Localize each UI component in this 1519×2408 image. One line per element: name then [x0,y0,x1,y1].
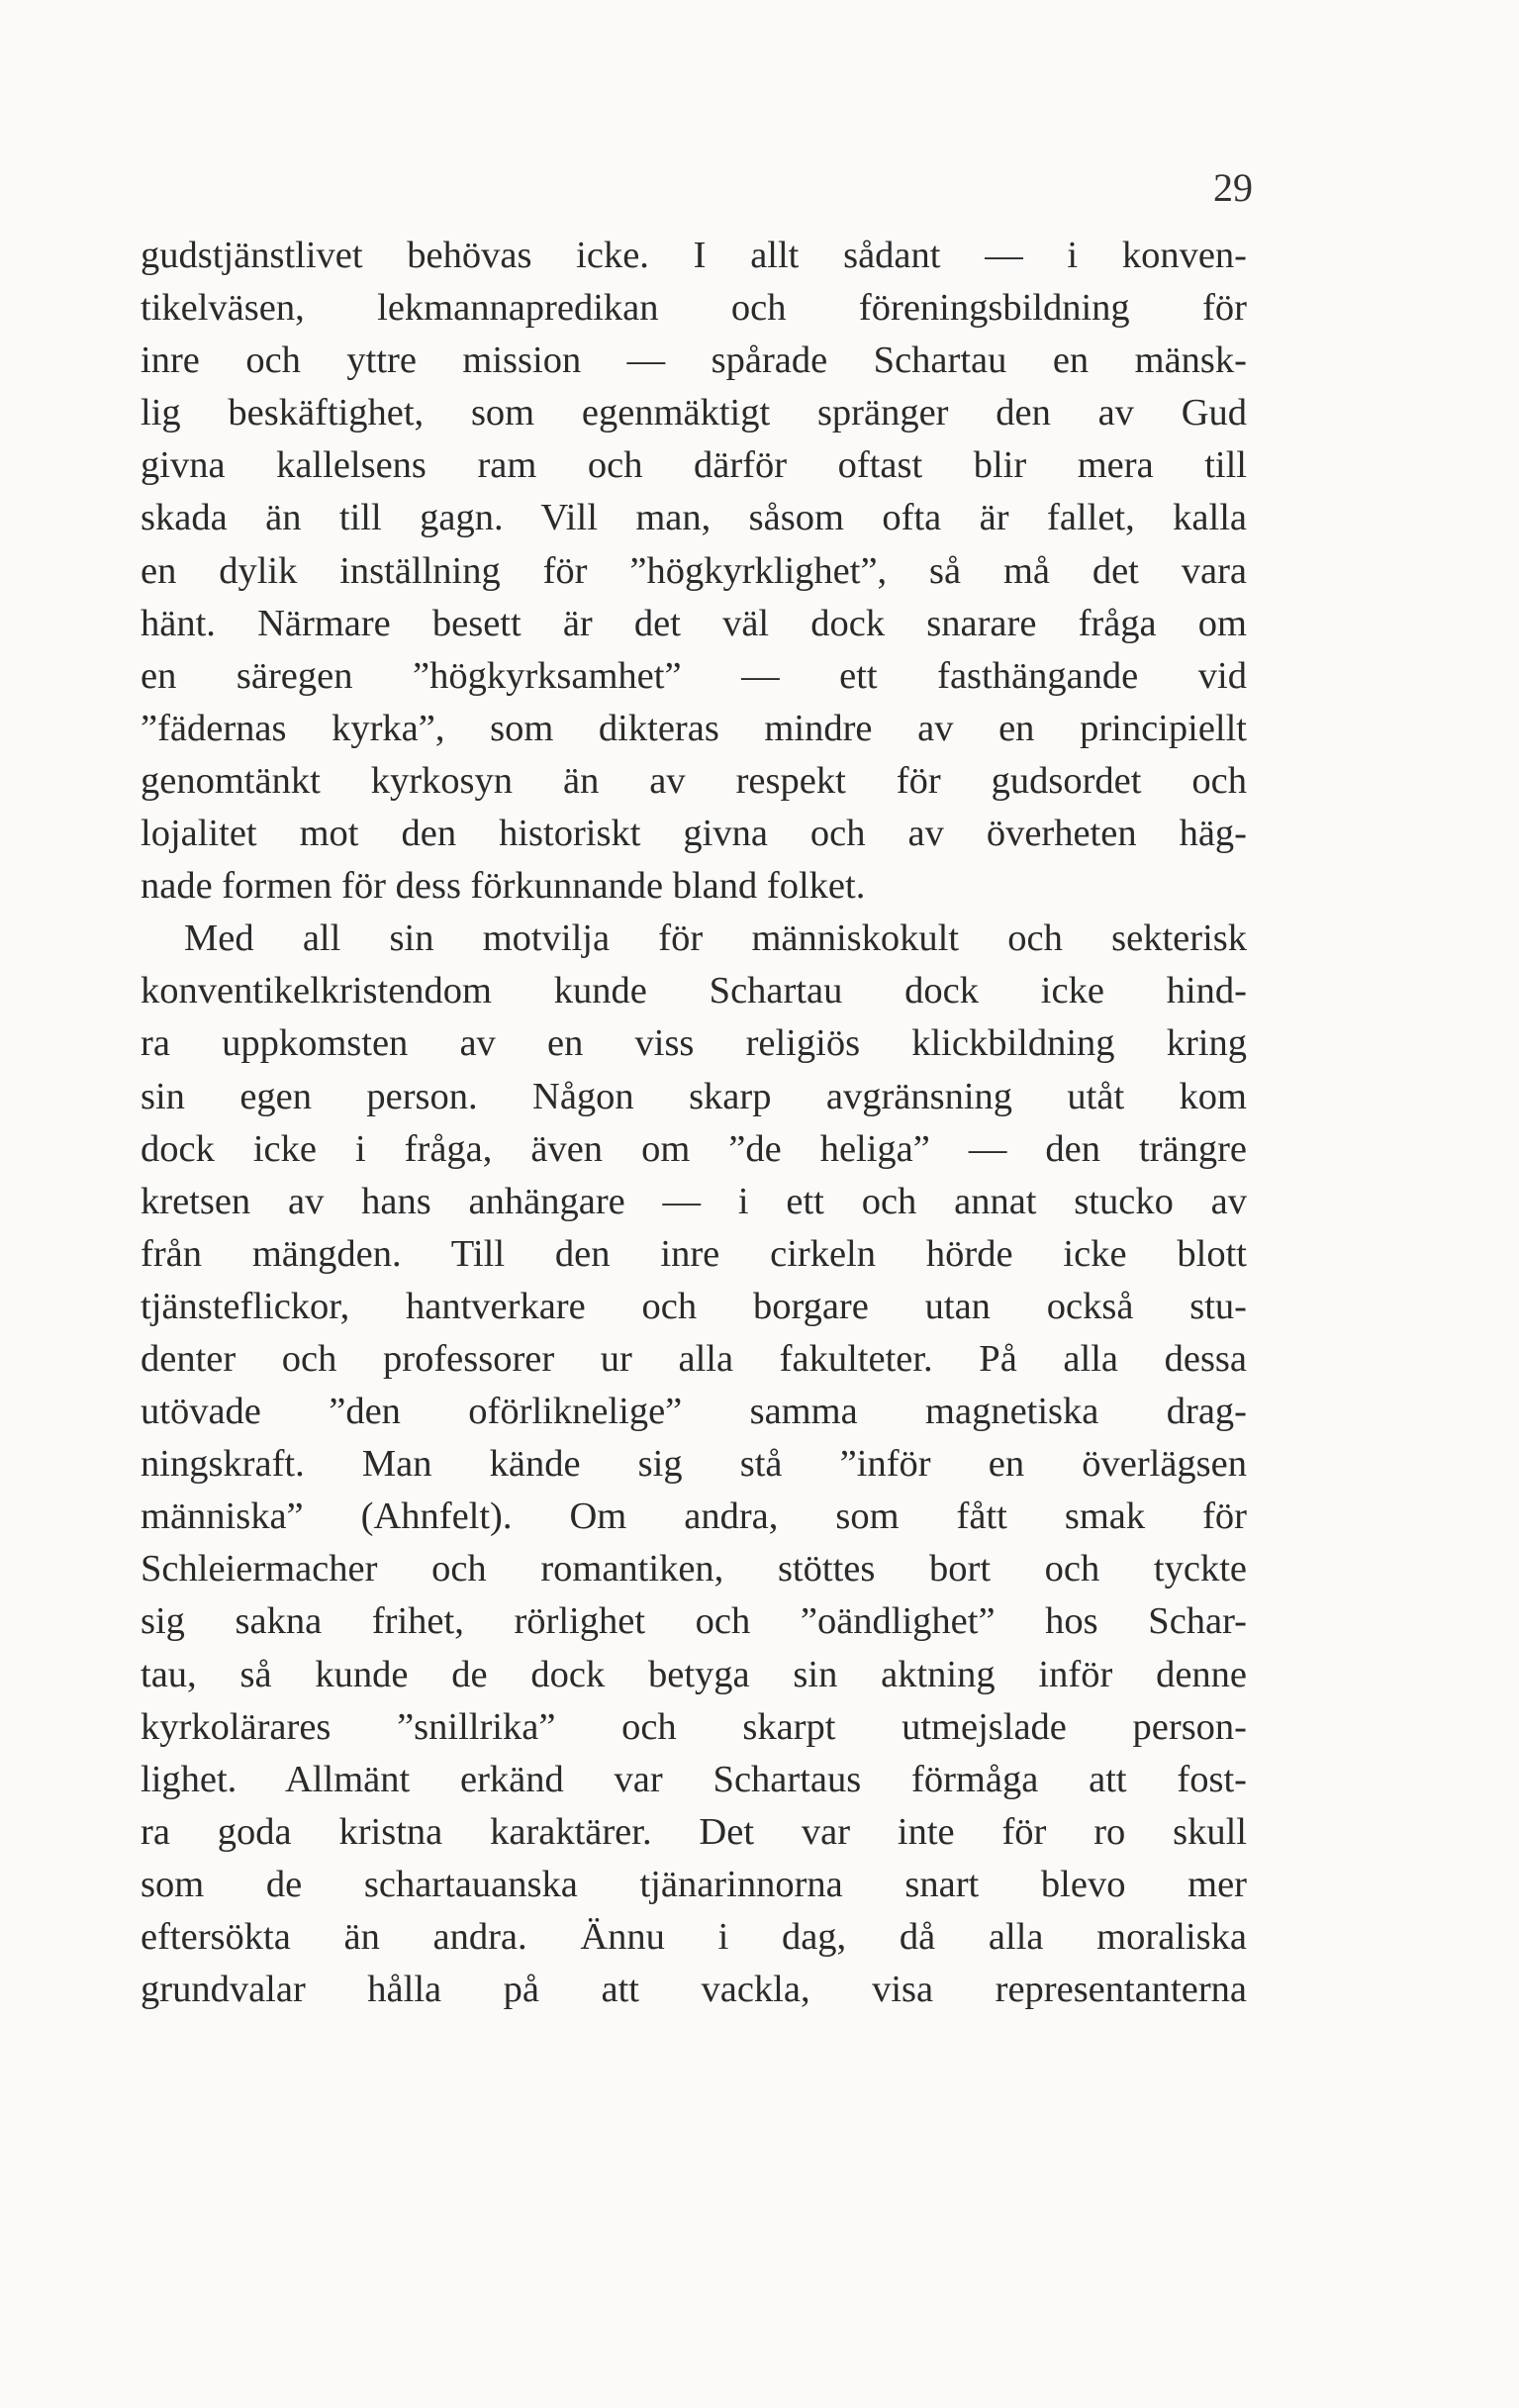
text-line: inre och yttre mission — spårade Schartau en mänsk- [141,339,1247,382]
text-line: hänt. Närmare besett är det väl dock snarare fråga om [141,602,1247,644]
text-line: lojalitet mot den historiskt givna och av överheten häg- [141,813,1247,855]
text-line: kyrkolärares ”snillrika” och skarpt utmejslade person- [141,1705,1247,1748]
text-line: tjänsteflickor, hantverkare och borgare utan också stu- [141,1285,1247,1327]
text-line: Schleiermacher och romantiken, stöttes bort och tyckte [141,1548,1247,1590]
text-line: ”fädernas kyrka”, som dikteras mindre av en principiellt [141,707,1247,749]
text-line: Med all sin motvilja för människokult och sekterisk [184,917,1247,960]
text-line: skada än till gagn. Vill man, såsom ofta är fallet, kalla [141,497,1247,539]
text-line: ra goda kristna karaktärer. Det var inte för ro skull [141,1810,1247,1853]
text-line: tikelväsen, lekmannapredikan och föreningsbildning för [141,287,1247,330]
body-text [141,230,1247,2016]
text-line: från mängden. Till den inre cirkeln hörde icke blott [141,1232,1247,1275]
text-line: som de schartauanska tjänarinnorna snart blevo mer [141,1863,1247,1905]
text-line: eftersökta än andra. Ännu i dag, då alla moraliska [141,1916,1247,1958]
text-line: denter och professorer ur alla fakulteter. På alla dessa [141,1337,1247,1380]
page-number: 29 [1213,165,1253,210]
text-line: grundvalar hålla på att vackla, visa representanterna [141,1969,1247,2011]
text-line: lig beskäftighet, som egenmäktigt spränger den av Gud [141,392,1247,434]
text-line: nade formen för dess förkunnande bland folket. [141,865,866,908]
text-line: sig sakna frihet, rörlighet och ”oändlighet” hos Schar- [141,1600,1247,1643]
text-line: genomtänkt kyrkosyn än av respekt för gudsordet och [141,759,1247,802]
text-line: utövade ”den oförliknelige” samma magnetiska drag- [141,1391,1247,1433]
text-line: dock icke i fråga, även om ”de heliga” — den trängre [141,1127,1247,1170]
text-line: sin egen person. Någon skarp avgränsning utåt kom [141,1075,1247,1117]
text-line: ra uppkomsten av en viss religiös klickbildning kring [141,1022,1247,1065]
text-line: ningskraft. Man kände sig stå ”inför en överlägsen [141,1443,1247,1486]
text-line: givna kallelsens ram och därför oftast blir mera till [141,444,1247,487]
text-line: kretsen av hans anhängare — i ett och annat stucko av [141,1180,1247,1222]
text-line: tau, så kunde de dock betyga sin aktning inför denne [141,1653,1247,1695]
text-line: gudstjänstlivet behövas icke. I allt sådant — i konven- [141,235,1247,276]
text-line: konventikelkristendom kunde Schartau dock icke hind- [141,970,1247,1012]
text-line: en dylik inställning för ”högkyrklighet”, så må det vara [141,549,1247,592]
text-line: lighet. Allmänt erkänd var Schartaus förmåga att fost- [141,1758,1247,1800]
text-line: en säregen ”högkyrksamhet” — ett fasthängande vid [141,654,1247,697]
text-line: människa” (Ahnfelt). Om andra, som fått smak för [141,1495,1247,1538]
